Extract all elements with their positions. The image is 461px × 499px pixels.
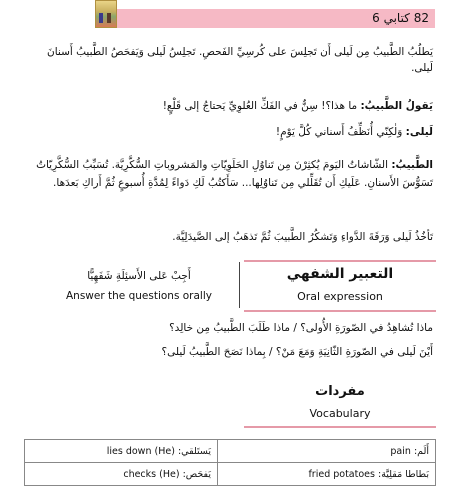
vocab-cell: أَلَم: pain — [218, 440, 436, 463]
header-thumbnail-image — [95, 0, 117, 28]
paragraph-2 — [24, 98, 433, 114]
oral-vertical-rule — [239, 262, 240, 308]
oral-question-1: ماذا تُشاهِدُ في الصّورَةِ الأُولى؟ / ماذا طَلَبَ الطَّبيبُ مِن خالِد؟ — [169, 322, 433, 334]
oral-bottom-rule — [244, 310, 436, 312]
page-number-label: 82 كتابي 6 — [372, 11, 429, 25]
vocab-cell: بَطاطا مَقلِيَّة: fried potatoes — [218, 463, 436, 486]
oral-top-rule — [244, 260, 436, 262]
oral-question-2: أَيْنَ لَيلى في الصّورَةِ الثّانِيَةِ وَمَعَ مَنْ؟ / بِماذا نَصَحَ الطَّبيبُ لَيلى؟ — [161, 346, 433, 358]
vocab-table — [24, 439, 436, 486]
doctor-line-1: ما هذا؟! سِنٌّ في الفَكِّ العُلوِيِّ يَحتاجُ إلى قَلْعٍ! — [162, 100, 361, 112]
paragraph-1: يَطلُبُ الطَّبيبُ مِن لَيلى أَن تَجلِسَ على كُرسِيِّ الفَحصِ. تَجلِسُ لَيلى وَيَفحَصُ الطَّبيبُ أَسنانَ لَيلى. — [46, 46, 433, 74]
oral-instruction-en: Answer the questions orally — [66, 290, 212, 302]
vocab-title-en: Vocabulary — [309, 407, 371, 420]
vocab-title-ar: مفردات — [315, 384, 365, 399]
oral-title-en: Oral expression — [297, 290, 383, 303]
table-row — [25, 463, 436, 486]
oral-title-ar: التعبير الشفهي — [286, 266, 394, 282]
layla-line: وَلٰكِنّي أُنَظِّفُ أَسناني كُلَّ يَوْمٍ! — [275, 126, 406, 138]
paragraph-4 — [24, 156, 433, 192]
paragraph-5: تَأخُذُ لَيلى وَرَقَةَ الدَّواءِ وَتَشكُرُ الطَّبيبَ ثُمَّ تَذهَبُ إلى الصَّيدَلِيَّة. — [172, 231, 433, 243]
vocab-rule — [244, 426, 436, 428]
doctor-line-2: الشّاشاتُ اليَومَ يُكثِرْنَ مِن تَناوُلِ الحَلَوِيّاتِ والمَشروباتِ السُّكَّرِيَّة. تُسَبِّبُ السُّكَّرِيّاتُ تَسَوُّسَ الأَسنانِ. عَلَيكِ أَن تُقَلِّلي مِن تَناوُلِها... سَأَكتُبُ لَكِ دَواءً لِمُدَّةِ أُسبوعٍ ثُمَّ أَراكِ بَعدَها. — [36, 159, 433, 189]
oral-instruction-ar: أَجِبْ عَلى الأَسئِلَةِ شَفَهِيًّا — [87, 270, 191, 282]
table-row — [25, 440, 436, 463]
speaker-doctor: يَقولُ الطَّبيبُ: — [360, 100, 433, 112]
vocab-cell: يَستَلقي: (He) lies down — [25, 440, 218, 463]
speaker-doctor-2: الطَّبيبُ: — [391, 159, 433, 171]
paragraph-3 — [24, 124, 433, 140]
speaker-layla: لَيلى: — [405, 126, 433, 138]
vocab-cell: يَفحَص: (He) checks — [25, 463, 218, 486]
